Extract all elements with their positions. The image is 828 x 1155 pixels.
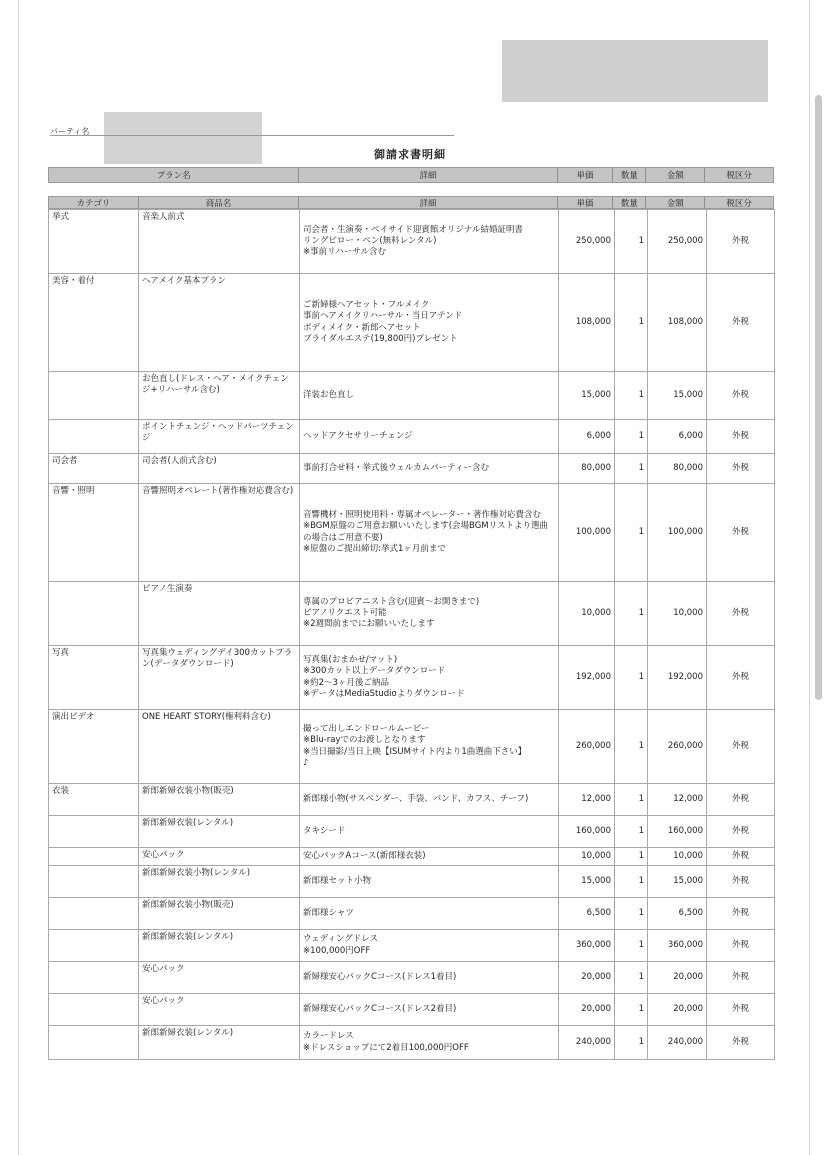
row-product-name-text: お色直し(ドレス・ヘア・メイクチェンジ+リハーサル含む): [142, 374, 289, 396]
row-amount: [648, 454, 707, 484]
row-tax-type: [707, 582, 775, 646]
row-amount-text: 100,000: [667, 526, 703, 537]
row-unit-price-text: 100,000: [575, 526, 611, 537]
row-detail: [300, 816, 559, 848]
row-detail: [300, 930, 559, 962]
row-unit-price-text: 12,000: [581, 793, 611, 804]
row-qty: [615, 274, 648, 372]
row-product-name-text: 司会者(人前式含む): [142, 456, 217, 466]
row-amount: [648, 710, 707, 784]
row-tax-type: [707, 646, 775, 710]
row-tax-type: [707, 784, 775, 816]
row-detail-text: 音響機材・照明使用料・専属オペレーター・著作権対応費含む ※BGM原盤のご用意お願いいたします(会場BGMリストより選曲の場合はご用意不要) ※原盤のご提出締切:挙式1ヶ月前まで: [303, 510, 548, 554]
row-amount: [648, 962, 707, 994]
row-amount-text: 15,000: [673, 389, 703, 400]
row-detail-text: 事前打合せ料・挙式後ウェルカムパーティー含む: [303, 462, 489, 473]
row-product-name: [139, 1026, 300, 1060]
row-amount: [648, 1026, 707, 1060]
row-amount-text: 10,000: [673, 607, 703, 618]
header-tax: 税区分: [726, 198, 752, 209]
row-qty-text: 1: [638, 389, 644, 400]
row-category-text: 挙式: [52, 212, 70, 222]
row-category-text: 美容・着付: [52, 276, 95, 286]
row-unit-price-text: 15,000: [581, 875, 611, 886]
row-qty: [615, 848, 648, 866]
row-tax-type: [707, 454, 775, 484]
row-amount: [648, 898, 707, 930]
row-detail-text: 安心パックAコース(新郎様衣装): [303, 850, 426, 861]
row-category-text: 音響・照明: [52, 486, 95, 496]
row-qty-text: 1: [638, 316, 644, 327]
row-tax-type: [707, 210, 775, 274]
row-tax-type-text: 外税: [731, 939, 749, 950]
row-qty: [615, 582, 648, 646]
header-unit-price: 単価: [558, 197, 614, 208]
table-row: [49, 994, 775, 1026]
row-category: [49, 210, 139, 274]
header-detail: 詳細: [299, 197, 557, 208]
row-qty-text: 1: [638, 850, 644, 861]
row-qty: [615, 484, 648, 582]
row-amount-text: 6,500: [678, 907, 703, 918]
row-qty-text: 1: [638, 526, 644, 537]
row-product-name-text: 音響照明オペレート(著作権対応費含む): [142, 486, 294, 496]
row-detail-text: タキシード: [303, 825, 346, 836]
row-unit-price-text: 6,500: [586, 907, 611, 918]
row-detail-text: ウェディングドレス ※100,000円OFF: [303, 934, 379, 956]
row-category: [49, 372, 139, 420]
row-category: [49, 930, 139, 962]
column-header-row: [48, 196, 774, 209]
row-category: [49, 816, 139, 848]
row-product-name-text: 写真集ウェディングデイ300カットプラン(データダウンロード): [142, 648, 293, 670]
row-qty: [615, 420, 648, 454]
table-row: [49, 274, 775, 372]
row-product-name-text: ヘアメイク基本プラン: [142, 276, 226, 286]
row-tax-type-text: 外税: [731, 825, 749, 836]
row-unit-price-text: 10,000: [581, 607, 611, 618]
row-detail-text: 写真集(おまかせ/マット) ※300カット以上データダウンロード ※約2〜3ヶ月後ご納品 ※データはMediaStudioよりダウンロード: [303, 655, 465, 699]
row-product-name-text: 安心パック: [142, 996, 185, 1006]
row-unit-price: [559, 866, 615, 898]
row-tax-type-text: 外税: [731, 740, 749, 751]
row-category: [49, 646, 139, 710]
row-category: [49, 274, 139, 372]
row-amount-text: 6,000: [678, 430, 703, 441]
row-qty-text: 1: [638, 875, 644, 886]
row-detail: [300, 454, 559, 484]
row-unit-price: [559, 994, 615, 1026]
row-amount: [648, 816, 707, 848]
row-unit-price: [559, 646, 615, 710]
table-row: [49, 962, 775, 994]
row-amount-text: 20,000: [673, 971, 703, 982]
row-amount: [648, 484, 707, 582]
row-product-name: [139, 582, 300, 646]
row-detail-text: 新郎様セット小物: [303, 875, 372, 886]
row-product-name: [139, 848, 300, 866]
row-tax-type: [707, 962, 775, 994]
row-detail: [300, 274, 559, 372]
row-detail: [300, 962, 559, 994]
row-category: [49, 848, 139, 866]
row-amount-text: 360,000: [667, 939, 703, 950]
table-row: [49, 898, 775, 930]
row-unit-price-text: 15,000: [581, 389, 611, 400]
row-tax-type-text: 外税: [731, 793, 749, 804]
table-row: [49, 210, 775, 274]
row-detail: [300, 646, 559, 710]
row-category: [49, 1026, 139, 1060]
row-qty-text: 1: [638, 430, 644, 441]
row-unit-price-text: 10,000: [581, 850, 611, 861]
row-tax-type-text: 外税: [731, 1003, 749, 1014]
row-unit-price-text: 250,000: [575, 235, 611, 246]
row-tax-type-text: 外税: [731, 235, 749, 246]
row-qty-text: 1: [638, 462, 644, 473]
row-qty: [615, 646, 648, 710]
row-qty: [615, 710, 648, 784]
row-unit-price-text: 240,000: [575, 1036, 611, 1047]
row-unit-price-text: 20,000: [581, 971, 611, 982]
row-qty: [615, 962, 648, 994]
row-product-name: [139, 484, 300, 582]
row-detail: [300, 898, 559, 930]
row-qty-text: 1: [638, 740, 644, 751]
row-category: [49, 866, 139, 898]
row-product-name: [139, 454, 300, 484]
invoice-items-table: [48, 209, 775, 1060]
table-row: [49, 372, 775, 420]
row-tax-type-text: 外税: [731, 875, 749, 886]
row-product-name: [139, 210, 300, 274]
row-category-text: 衣装: [52, 786, 70, 796]
header-unit-price: 単価: [558, 168, 614, 182]
header-tax: 税区分: [726, 171, 752, 181]
row-detail-text: 新郎様シャツ: [303, 907, 354, 918]
row-qty: [615, 994, 648, 1026]
row-unit-price: [559, 962, 615, 994]
row-unit-price-text: 260,000: [575, 740, 611, 751]
row-qty-text: 1: [638, 607, 644, 618]
row-amount-text: 160,000: [667, 825, 703, 836]
row-unit-price: [559, 930, 615, 962]
table-row: [49, 784, 775, 816]
table-row: [49, 1026, 775, 1060]
row-qty: [615, 1026, 648, 1060]
row-category-text: 司会者: [52, 456, 78, 466]
row-amount-text: 15,000: [673, 875, 703, 886]
row-category: [49, 962, 139, 994]
header-product: 商品名: [139, 197, 300, 208]
row-unit-price-text: 360,000: [575, 939, 611, 950]
table-row: [49, 816, 775, 848]
row-amount: [648, 994, 707, 1026]
row-category-text: 演出ビデオ: [52, 712, 95, 722]
table-row: [49, 866, 775, 898]
row-product-name: [139, 930, 300, 962]
row-tax-type-text: 外税: [731, 430, 749, 441]
row-tax-type-text: 外税: [731, 607, 749, 618]
row-amount: [648, 210, 707, 274]
row-detail-text: 洋装お色直し: [303, 389, 355, 400]
row-qty: [615, 784, 648, 816]
row-qty-text: 1: [638, 825, 644, 836]
row-amount-text: 240,000: [667, 1036, 703, 1047]
row-tax-type-text: 外税: [731, 389, 749, 400]
row-amount: [648, 930, 707, 962]
header-amount: 金額: [646, 168, 705, 182]
row-detail: [300, 866, 559, 898]
row-detail: [300, 372, 559, 420]
row-amount-text: 80,000: [673, 462, 703, 473]
table-row: [49, 484, 775, 582]
row-tax-type: [707, 930, 775, 962]
row-tax-type: [707, 1026, 775, 1060]
row-category: [49, 484, 139, 582]
row-detail-text: ヘッドアクセサリーチェンジ: [303, 430, 413, 441]
row-unit-price: [559, 582, 615, 646]
redacted-block: [502, 40, 768, 102]
row-unit-price: [559, 210, 615, 274]
row-product-name-text: 音楽人前式: [142, 212, 185, 222]
row-product-name: [139, 372, 300, 420]
scrollbar[interactable]: [815, 95, 822, 700]
row-qty-text: 1: [638, 793, 644, 804]
row-amount: [648, 274, 707, 372]
row-amount-text: 260,000: [667, 740, 703, 751]
row-detail: [300, 1026, 559, 1060]
row-product-name-text: 新郎新婦衣装(レンタル): [142, 1028, 234, 1038]
row-unit-price-text: 108,000: [575, 316, 611, 327]
table-row: [49, 930, 775, 962]
row-qty-text: 1: [638, 235, 644, 246]
row-unit-price: [559, 372, 615, 420]
row-product-name: [139, 420, 300, 454]
row-tax-type: [707, 484, 775, 582]
row-detail-text: 撮って出しエンドロールムービー ※Blu-rayでのお渡しとなります ※当日撮影/当日上映【ISUMサイト内より1曲選曲下さい】 ♪: [303, 724, 527, 768]
row-detail: [300, 994, 559, 1026]
header-amount: 金額: [646, 197, 705, 208]
row-amount-text: 192,000: [667, 671, 703, 682]
row-qty: [615, 866, 648, 898]
row-qty-text: 1: [638, 1003, 644, 1014]
row-detail-text: カラードレス ※ドレスショップにて2着目100,000円OFF: [303, 1031, 469, 1053]
row-detail: [300, 848, 559, 866]
row-unit-price-text: 80,000: [581, 462, 611, 473]
row-product-name: [139, 898, 300, 930]
row-qty: [615, 816, 648, 848]
redacted-party-name: [104, 112, 262, 164]
row-tax-type-text: 外税: [731, 462, 749, 473]
row-unit-price: [559, 1026, 615, 1060]
table-row: [49, 420, 775, 454]
row-unit-price-text: 6,000: [586, 430, 611, 441]
row-product-name-text: 新郎新婦衣装小物(販売): [142, 786, 234, 796]
row-tax-type-text: 外税: [731, 971, 749, 982]
row-unit-price: [559, 484, 615, 582]
row-tax-type-text: 外税: [731, 526, 749, 537]
plan-header-row: [48, 167, 774, 183]
row-detail-text: 新婦様安心パックCコース(ドレス2着目): [303, 1003, 457, 1014]
invoice-items-body: [49, 210, 775, 1060]
row-detail: [300, 582, 559, 646]
row-unit-price: [559, 274, 615, 372]
table-row: [49, 646, 775, 710]
row-product-name: [139, 710, 300, 784]
row-product-name-text: 新郎新婦衣装小物(レンタル): [142, 868, 251, 878]
row-detail-text: 司会者・生演奏・ベイサイド迎賓館オリジナル結婚証明書 リングピロー・ペン(無料レンタル) ※事前リハーサル含む: [303, 224, 523, 258]
row-product-name-text: ポイントチェンジ・ヘッドパーツチェンジ: [142, 422, 294, 444]
row-qty: [615, 930, 648, 962]
document-title: 御請求書明細: [374, 148, 446, 161]
row-tax-type: [707, 898, 775, 930]
row-unit-price: [559, 898, 615, 930]
party-name-underline: [50, 135, 454, 136]
row-detail: [300, 484, 559, 582]
row-tax-type-text: 外税: [731, 907, 749, 918]
row-tax-type: [707, 372, 775, 420]
row-product-name: [139, 646, 300, 710]
row-qty-text: 1: [638, 939, 644, 950]
row-tax-type: [707, 274, 775, 372]
row-amount: [648, 866, 707, 898]
row-tax-type-text: 外税: [731, 316, 749, 327]
row-unit-price: [559, 784, 615, 816]
row-tax-type: [707, 710, 775, 784]
row-qty: [615, 210, 648, 274]
row-detail: [300, 210, 559, 274]
row-tax-type: [707, 420, 775, 454]
row-tax-type: [707, 866, 775, 898]
row-amount: [648, 646, 707, 710]
row-qty-text: 1: [638, 907, 644, 918]
row-qty: [615, 372, 648, 420]
row-product-name: [139, 784, 300, 816]
row-amount: [648, 848, 707, 866]
row-amount: [648, 372, 707, 420]
row-product-name-text: 新郎新婦衣装小物(販売): [142, 900, 234, 910]
row-tax-type-text: 外税: [731, 671, 749, 682]
row-product-name: [139, 274, 300, 372]
row-product-name-text: 新郎新婦衣装(レンタル): [142, 818, 234, 828]
row-detail-text: 新郎様小物(サスペンダー、手袋、バンド、カフス、チーフ): [303, 793, 529, 804]
row-product-name-text: 新郎新婦衣装(レンタル): [142, 932, 234, 942]
row-product-name-text: 安心パック: [142, 850, 185, 860]
row-amount-text: 10,000: [673, 850, 703, 861]
header-detail: 詳細: [299, 168, 557, 182]
header-plan: プラン名: [49, 168, 299, 182]
table-row: [49, 710, 775, 784]
row-tax-type: [707, 816, 775, 848]
row-amount: [648, 582, 707, 646]
header-category: カテゴリ: [49, 197, 139, 208]
row-unit-price-text: 160,000: [575, 825, 611, 836]
row-unit-price: [559, 454, 615, 484]
row-amount: [648, 420, 707, 454]
row-detail: [300, 784, 559, 816]
row-product-name: [139, 962, 300, 994]
row-amount-text: 250,000: [667, 235, 703, 246]
row-category: [49, 582, 139, 646]
table-row: [49, 454, 775, 484]
row-product-name-text: ONE HEART STORY(権利料含む): [142, 712, 271, 722]
row-category: [49, 898, 139, 930]
row-unit-price: [559, 848, 615, 866]
row-category: [49, 420, 139, 454]
row-unit-price-text: 20,000: [581, 1003, 611, 1014]
row-category: [49, 784, 139, 816]
header-qty: 数量: [613, 168, 646, 182]
row-qty-text: 1: [638, 1036, 644, 1047]
row-qty-text: 1: [638, 971, 644, 982]
table-row: [49, 582, 775, 646]
table-row: [49, 848, 775, 866]
party-name-label: パーティ名: [50, 127, 90, 136]
row-unit-price: [559, 816, 615, 848]
row-category-text: 写真: [52, 648, 70, 658]
row-detail-text: 専属のプロピアニスト含む(迎賓〜お開きまで) ピアノリクエスト可能 ※2週間前までにお願いいたします: [303, 596, 480, 630]
row-product-name: [139, 994, 300, 1026]
row-product-name-text: 安心パック: [142, 964, 185, 974]
row-amount: [648, 784, 707, 816]
row-product-name: [139, 816, 300, 848]
row-qty: [615, 898, 648, 930]
row-detail-text: ご新婦様ヘアセット・フルメイク 事前ヘアメイクリハーサル・当日アテンド ボディメイク・新郎ヘアセット ブライダルエステ(19,800円)プレゼント: [303, 300, 463, 344]
row-category: [49, 994, 139, 1026]
row-category: [49, 710, 139, 784]
row-category: [49, 454, 139, 484]
row-product-name: [139, 866, 300, 898]
row-product-name-text: ピアノ生演奏: [142, 584, 193, 594]
header-qty: 数量: [613, 197, 646, 208]
row-unit-price: [559, 710, 615, 784]
row-detail: [300, 710, 559, 784]
row-qty: [615, 454, 648, 484]
row-tax-type-text: 外税: [731, 1036, 749, 1047]
row-unit-price-text: 192,000: [575, 671, 611, 682]
row-unit-price: [559, 420, 615, 454]
row-detail-text: 新婦様安心パックCコース(ドレス1着目): [303, 971, 457, 982]
row-qty-text: 1: [638, 671, 644, 682]
row-detail: [300, 420, 559, 454]
row-amount-text: 20,000: [673, 1003, 703, 1014]
row-tax-type-text: 外税: [731, 850, 749, 861]
row-amount-text: 108,000: [667, 316, 703, 327]
row-amount-text: 12,000: [673, 793, 703, 804]
row-tax-type: [707, 848, 775, 866]
row-tax-type: [707, 994, 775, 1026]
